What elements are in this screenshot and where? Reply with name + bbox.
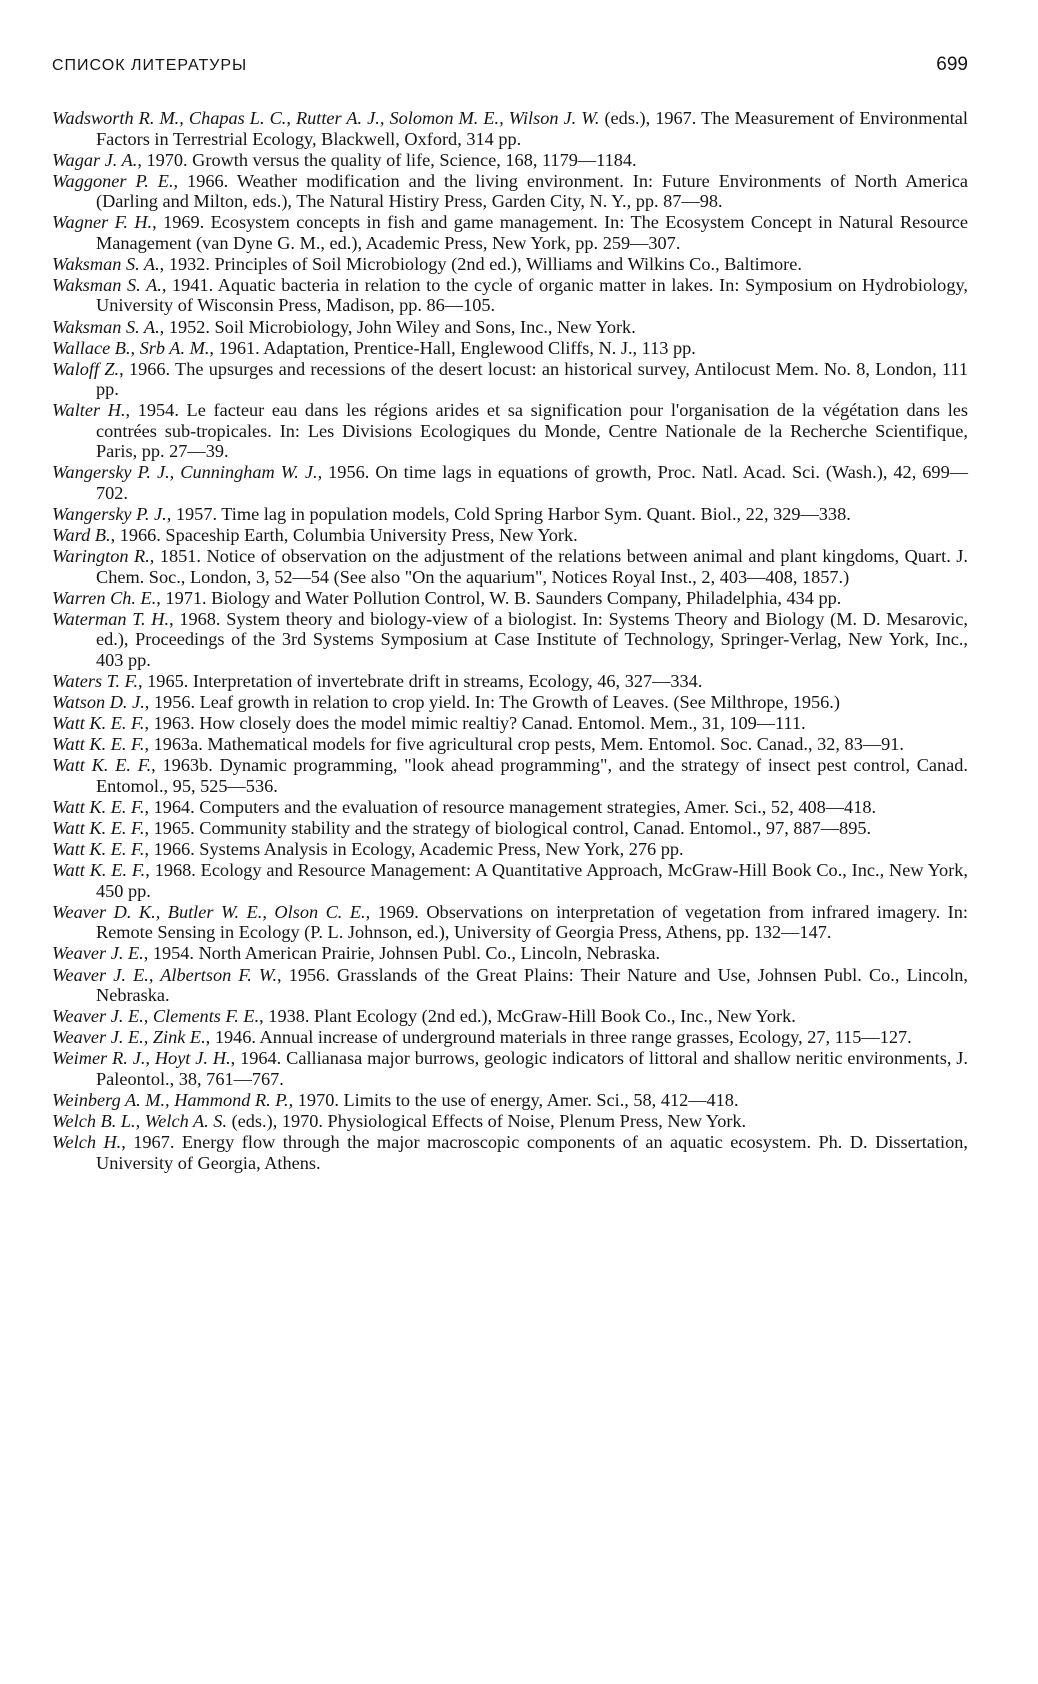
- reference-authors: Watson D. J.: [52, 692, 145, 713]
- reference-authors: Waters T. F.: [52, 671, 139, 691]
- reference-entry: [52, 525, 968, 546]
- reference-details: , 1966. The upsurges and recessions of the desert locust: an historical survey, Antilocust Mem. No. 8, London, 111 pp.: [96, 358, 968, 400]
- reference-authors: Weaver D. K., Butler W. E., Olson C. E.: [52, 901, 366, 922]
- reference-details: , 1963a. Mathematical models for five agricultural crop pests, Mem. Entomol. Soc. Canad., 32, 83—91.: [144, 734, 904, 755]
- reference-details: , 1968. Ecology and Resource Management: A Quantitative Approach, McGraw-Hill Book Co., Inc., New York, 450 pp.: [96, 860, 968, 901]
- reference-authors: Walter H.: [52, 400, 126, 421]
- reference-entry: [52, 609, 968, 671]
- reference-details: , 1938. Plant Ecology (2nd ed.), McGraw-Hill Book Co., Inc., New York.: [259, 1006, 796, 1027]
- reference-entry: [52, 400, 968, 462]
- reference-details: , 1964. Callianasa major burrows, geologic indicators of littoral and shallow neritic environments, J. Paleontol., 38, 761—767.: [96, 1048, 968, 1089]
- reference-details: , 1956. Leaf growth in relation to crop yield. In: The Growth of Leaves. (See Milthrope, 1956.): [144, 692, 840, 713]
- reference-entry: [52, 504, 968, 525]
- reference-authors: Weaver J. E., Zink E.: [52, 1027, 206, 1048]
- reference-authors: Waloff Z.: [52, 358, 120, 379]
- reference-details: , 1963b. Dynamic programming, "look ahead programming", and the strategy of insect pest control, Canad. Entomol., 95, 525—536.: [96, 755, 968, 796]
- reference-authors: Warren Ch. E.: [52, 587, 157, 608]
- reference-authors: Weimer R. J., Hoyt J. H.: [52, 1048, 231, 1069]
- reference-authors: Weaver J. E.: [52, 943, 144, 964]
- reference-authors: Warington R.: [52, 546, 150, 567]
- reference-details: , 1969. Observations on interpretation of vegetation from infrared imagery. In: Remote Sensing in Ecology (P. L. Johnson, ed.), University of Georgia Press, Athens, pp. 132—147.: [96, 901, 968, 943]
- reference-entry: [52, 171, 968, 212]
- reference-authors: Ward B.: [52, 525, 111, 546]
- reference-authors: Watt K. E. F.: [52, 734, 145, 755]
- reference-authors: Welch B. L., Welch A. S.: [52, 1111, 228, 1131]
- reference-entry: [52, 965, 968, 1006]
- reference-details: , 1963. How closely does the model mimic realtiy? Canad. Entomol. Mem., 31, 109—111.: [144, 713, 806, 734]
- reference-authors: Wadsworth R. M., Chapas L. C., Rutter A. J., Solomon M. E., Wilson J. W.: [52, 108, 600, 128]
- reference-entry: [52, 797, 968, 818]
- reference-entry: [52, 1132, 968, 1173]
- reference-details: , 1961. Adaptation, Prentice-Hall, Englewood Cliffs, N. J., 113 pp.: [209, 337, 696, 358]
- reference-authors: Waksman S. A.: [52, 274, 162, 295]
- reference-details: , 1964. Computers and the evaluation of resource management strategies, Amer. Sci., 52, 408—418.: [144, 796, 877, 817]
- reference-entry: [52, 212, 968, 253]
- reference-entry: [52, 839, 968, 860]
- reference-details: , 1952. Soil Microbiology, John Wiley and Sons, Inc., New York.: [159, 316, 636, 337]
- reference-details: , 1954. North American Prairie, Johnsen Publ. Co., Lincoln, Nebraska.: [143, 943, 661, 964]
- reference-details: (eds.), 1967. The Measurement of Environmental Factors in Terrestrial Ecology, Blackwell, Oxford, 314 pp.: [96, 108, 969, 149]
- reference-details: , 1971. Biology and Water Pollution Control, W. B. Saunders Company, Philadelphia, 434 pp.: [156, 587, 842, 608]
- reference-list: [52, 108, 968, 1173]
- reference-entry: [52, 1027, 968, 1048]
- reference-authors: Wagar J. A.: [52, 149, 138, 170]
- reference-entry: [52, 860, 968, 901]
- reference-entry: [52, 671, 968, 692]
- reference-authors: Wangersky P. J.: [52, 504, 167, 525]
- page-number: 699: [936, 54, 968, 75]
- reference-entry: [52, 1006, 968, 1027]
- reference-entry: [52, 546, 968, 587]
- reference-entry: [52, 1048, 968, 1089]
- reference-details: , 1967. Energy flow through the major macroscopic components of an aquatic ecosystem. Ph. D. Dissertation, University of Georgia, Athens.: [96, 1132, 968, 1173]
- reference-entry: [52, 338, 968, 359]
- reference-authors: Watt K. E. F.: [52, 713, 145, 734]
- reference-details: , 1954. Le facteur eau dans les régions arides et sa signification pour l'organisation de la végétation dans les contrées sub-tropicales. In: Les Divisions Ecologiques du Monde, Centre Nationale de la Recherche Scientifique, Paris, pp. 27—39.: [96, 400, 968, 462]
- reference-entry: [52, 1090, 968, 1111]
- reference-details: , 1966. Systems Analysis in Ecology, Academic Press, New York, 276 pp.: [144, 839, 684, 860]
- reference-entry: [52, 275, 968, 316]
- reference-authors: Watt K. E. F.: [52, 818, 145, 839]
- reference-entry: [52, 317, 968, 338]
- page-header: [52, 54, 968, 82]
- reference-authors: Wangersky P. J., Cunningham W. J.: [52, 462, 318, 483]
- reference-details: , 1957. Time lag in population models, Cold Spring Harbor Sym. Quant. Biol., 22, 329—338.: [166, 504, 851, 525]
- reference-authors: Weinberg A. M., Hammond R. P.: [52, 1089, 289, 1110]
- reference-details: , 1941. Aquatic bacteria in relation to the cycle of organic matter in lakes. In: Symposium on Hydrobiology, University of Wisconsin Press, Madison, pp. 86—105.: [96, 274, 968, 316]
- reference-entry: [52, 755, 968, 796]
- reference-entry: [52, 943, 968, 964]
- reference-entry: [52, 734, 968, 755]
- reference-details: , 1965. Interpretation of invertebrate drift in streams, Ecology, 46, 327—334.: [138, 671, 703, 691]
- reference-authors: Waksman S. A.: [52, 316, 160, 337]
- reference-details: , 1969. Ecosystem concepts in fish and game management. In: The Ecosystem Concept in Natural Resource Management (van Dyne G. M., ed.), Academic Press, New York, pp. 259—307.: [96, 212, 969, 253]
- reference-authors: Weaver J. E., Albertson F. W.: [52, 964, 278, 985]
- reference-details: , 1956. On time lags in equations of growth, Proc. Natl. Acad. Sci. (Wash.), 42, 699—702.: [96, 462, 968, 503]
- reference-authors: Waksman S. A.: [52, 253, 160, 274]
- reference-entry: [52, 692, 968, 713]
- reference-entry: [52, 902, 968, 943]
- reference-details: , 1946. Annual increase of underground materials in three range grasses, Ecology, 27, 115—127.: [205, 1027, 912, 1048]
- reference-authors: Watt K. E. F.: [52, 860, 146, 881]
- reference-authors: Weaver J. E., Clements F. E.: [52, 1006, 260, 1027]
- reference-authors: Watt K. E. F.: [52, 755, 152, 776]
- reference-entry: [52, 254, 968, 275]
- reference-details: , 1851. Notice of observation on the adjustment of the relations between animal and plant kingdoms, Quart. J. Chem. Soc., London, 3, 52—54 (See also "On the aquarium", Notices Royal Inst., 2, 403—408, 1857.): [96, 546, 968, 587]
- reference-details: , 1970. Growth versus the quality of life, Science, 168, 1179—1184.: [137, 149, 637, 170]
- reference-details: (eds.), 1970. Physiological Effects of Noise, Plenum Press, New York.: [227, 1111, 747, 1131]
- reference-details: , 1956. Grasslands of the Great Plains: Their Nature and Use, Johnsen Publ. Co., Lincoln, Nebraska.: [96, 964, 968, 1006]
- reference-entry: [52, 818, 968, 839]
- reference-entry: [52, 108, 968, 149]
- reference-authors: Watt K. E. F.: [52, 796, 145, 817]
- reference-details: , 1966. Weather modification and the living environment. In: Future Environments of North America (Darling and Milton, eds.), The Natural Histiry Press, Garden City, N. Y., pp. 87—98.: [96, 170, 968, 212]
- reference-authors: Wagner F. H.: [52, 212, 153, 233]
- reference-details: , 1965. Community stability and the strategy of biological control, Canad. Entomol., 97, 887—895.: [144, 818, 872, 839]
- reference-details: , 1932. Principles of Soil Microbiology (2nd ed.), Williams and Wilkins Co., Baltimore.: [159, 253, 802, 274]
- reference-authors: Wallace B., Srb A. M.: [52, 337, 210, 358]
- reference-details: , 1966. Spaceship Earth, Columbia University Press, New York.: [110, 525, 578, 546]
- reference-authors: Welch H.: [52, 1132, 122, 1153]
- reference-authors: Waggoner P. E.: [52, 170, 174, 191]
- reference-details: , 1970. Limits to the use of energy, Amer. Sci., 58, 412—418.: [288, 1089, 739, 1110]
- running-title: СПИСОК ЛИТЕРАТУРЫ: [52, 57, 248, 74]
- reference-authors: Watt K. E. F.: [52, 839, 145, 860]
- reference-authors: Waterman T. H.: [52, 608, 170, 629]
- reference-entry: [52, 359, 968, 400]
- reference-details: , 1968. System theory and biology-view of a biologist. In: Systems Theory and Biology (M. D. Mesarovic, ed.), Proceedings of the 3rd Systems Symposium at Case Institute of Technology, Springer-Verlag, New York, Inc., 403 pp.: [96, 608, 968, 670]
- reference-entry: [52, 462, 968, 503]
- reference-entry: [52, 1111, 968, 1132]
- reference-entry: [52, 713, 968, 734]
- reference-entry: [52, 588, 968, 609]
- reference-entry: [52, 150, 968, 171]
